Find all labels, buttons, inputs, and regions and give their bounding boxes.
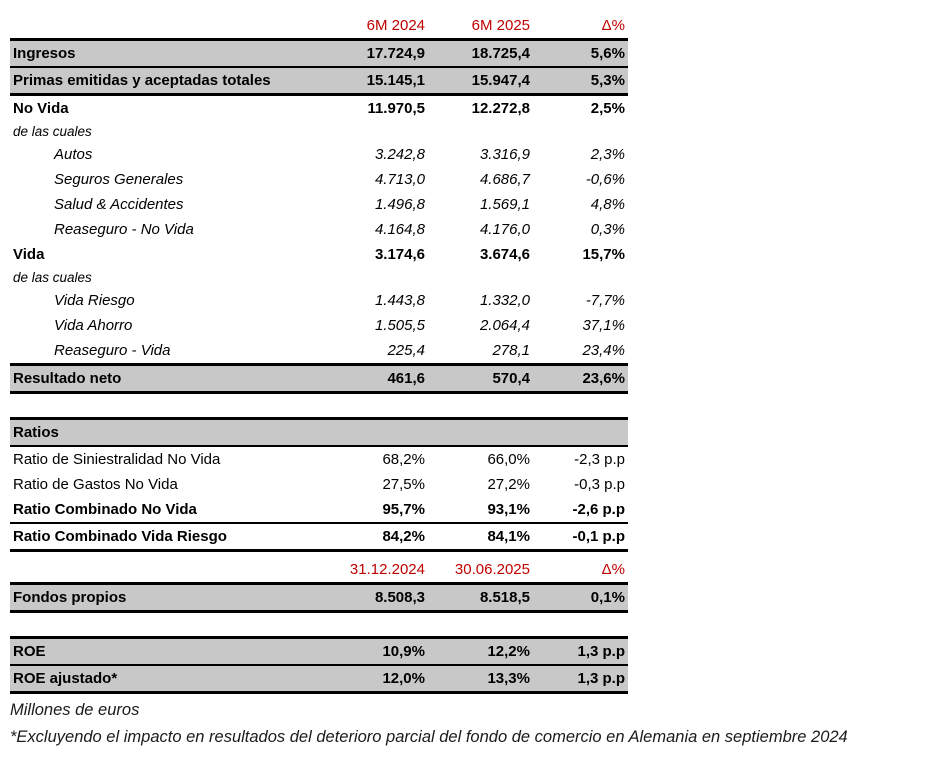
value-col1: 17.724,9 [333,40,428,68]
value-delta: -7,7% [585,292,625,309]
value-delta: 2,5% [590,100,625,117]
row-ratios-header [10,419,628,447]
value-col1: 11.970,5 [367,100,425,117]
header-spacer [10,551,333,584]
value-delta: 23,6% [533,365,628,393]
row-label: Reaseguro - Vida [54,342,171,359]
row-ingresos [10,40,628,68]
value-col1: 27,5% [382,476,425,493]
value-col2: 278,1 [492,342,530,359]
row-no-vida [10,95,628,122]
row-reaseguro-vida [10,338,628,365]
value-delta: -0,1 p.p [533,523,628,551]
value-col2: 15.947,4 [428,67,533,95]
row-label: Vida Ahorro [54,317,133,334]
row-label: ROE [10,638,333,666]
value-col2: 8.518,5 [428,584,533,612]
value-delta: 0,3% [590,221,625,238]
asterisk-note: *Excluyendo el impacto en resultados del deterioro parcial del fondo de comercio en Alemania en septiembre 2024 [10,728,848,746]
row-label: Seguros Generales [54,171,184,188]
value-col1: 4.713,0 [374,171,425,188]
value-col1: 3.174,6 [374,246,425,263]
value-delta: 15,7% [582,246,625,263]
value-col2: 2.064,4 [479,317,530,334]
row-de-las-cuales-vida [10,267,628,288]
header-30-06-2025: 30.06.2025 [428,551,533,584]
row-resultado-neto [10,365,628,393]
row-label: ROE ajustado* [10,665,333,693]
row-label: Ratios [10,419,333,447]
value-delta: 1,3 p.p [533,665,628,693]
value-col1: 1.443,8 [374,292,425,309]
financial-results-table [10,8,628,694]
value-col1: 10,9% [333,638,428,666]
value-col2: 13,3% [428,665,533,693]
row-label: Ratio de Gastos No Vida [13,476,178,493]
value-col2: 27,2% [487,476,530,493]
value-col1: 461,6 [333,365,428,393]
value-col2: 93,1% [428,497,533,523]
row-label: de las cuales [13,269,92,285]
row-label: Resultado neto [10,365,333,393]
value-col1: 4.164,8 [374,221,425,238]
row-ratio-combinado-no-vida [10,497,628,523]
value-col2: 3.674,6 [479,246,530,263]
value-col2: 1.332,0 [479,292,530,309]
value-col2: 3.316,9 [479,146,530,163]
row-roe [10,638,628,666]
value-delta: 4,8% [590,196,625,213]
row-label: Ratio de Siniestralidad No Vida [13,451,221,468]
row-label: Autos [54,146,93,163]
table-header-dates [10,551,628,584]
value-col2: 18.725,4 [428,40,533,68]
row-ratio-combinado-vida-riesgo [10,523,628,551]
value-delta: -2,6 p.p [533,497,628,523]
row-de-las-cuales-no-vida [10,121,628,142]
row-label: Vida [13,246,45,263]
row-label: Fondos propios [10,584,333,612]
value-delta: -2,3 p.p [574,451,625,468]
units-note: Millones de euros [10,701,140,719]
value-col2: 12.272,8 [471,100,530,117]
row-vida-riesgo [10,288,628,313]
value-delta: 0,1% [533,584,628,612]
row-ratio-siniestralidad-no-vida [10,446,628,472]
value-delta: -0,6% [585,171,625,188]
row-label: Ratio Combinado Vida Riesgo [10,523,333,551]
row-vida-ahorro [10,313,628,338]
value-delta: 1,3 p.p [533,638,628,666]
value-col1: 1.496,8 [374,196,425,213]
value-col1: 95,7% [333,497,428,523]
row-vida [10,242,628,267]
value-delta: -0,3 p.p [574,476,625,493]
value-col2: 570,4 [428,365,533,393]
value-col1: 1.505,5 [374,317,425,334]
row-label: Reaseguro - No Vida [54,221,194,238]
value-delta: 2,3% [590,146,625,163]
row-label: Primas emitidas y aceptadas totales [10,67,333,95]
value-col2: 12,2% [428,638,533,666]
value-delta: 5,6% [533,40,628,68]
value-col2: 1.569,1 [479,196,530,213]
row-primas-emitidas-totales [10,67,628,95]
header-delta-pct: Δ% [533,551,628,584]
row-label: No Vida [13,100,69,117]
value-col2: 66,0% [487,451,530,468]
footnotes [10,699,947,748]
row-label: Ratio Combinado No Vida [10,497,333,523]
row-label: de las cuales [13,123,92,139]
header-31-12-2024: 31.12.2024 [333,551,428,584]
value-col1: 12,0% [333,665,428,693]
header-6m-2024: 6M 2024 [333,8,428,40]
row-reaseguro-no-vida [10,217,628,242]
value-delta: 37,1% [582,317,625,334]
row-label: Salud & Accidentes [54,196,184,213]
table-header-period [10,8,628,40]
value-col2: 4.686,7 [479,171,530,188]
header-6m-2025: 6M 2025 [428,8,533,40]
value-col1: 3.242,8 [374,146,425,163]
value-col2: 84,1% [428,523,533,551]
row-label: Ingresos [10,40,333,68]
row-label: Vida Riesgo [54,292,135,309]
value-delta: 23,4% [582,342,625,359]
row-fondos-propios [10,584,628,612]
row-seguros-generales [10,167,628,192]
row-roe-ajustado [10,665,628,693]
value-col1: 84,2% [333,523,428,551]
row-autos [10,142,628,167]
spacer-row [10,612,628,638]
value-col1: 225,4 [387,342,425,359]
header-spacer [10,8,333,40]
spacer-row [10,393,628,419]
value-delta: 5,3% [533,67,628,95]
value-col2: 4.176,0 [479,221,530,238]
header-delta-pct: Δ% [533,8,628,40]
value-col1: 15.145,1 [333,67,428,95]
value-col1: 8.508,3 [333,584,428,612]
value-col1: 68,2% [382,451,425,468]
row-ratio-gastos-no-vida [10,472,628,497]
row-salud-accidentes [10,192,628,217]
